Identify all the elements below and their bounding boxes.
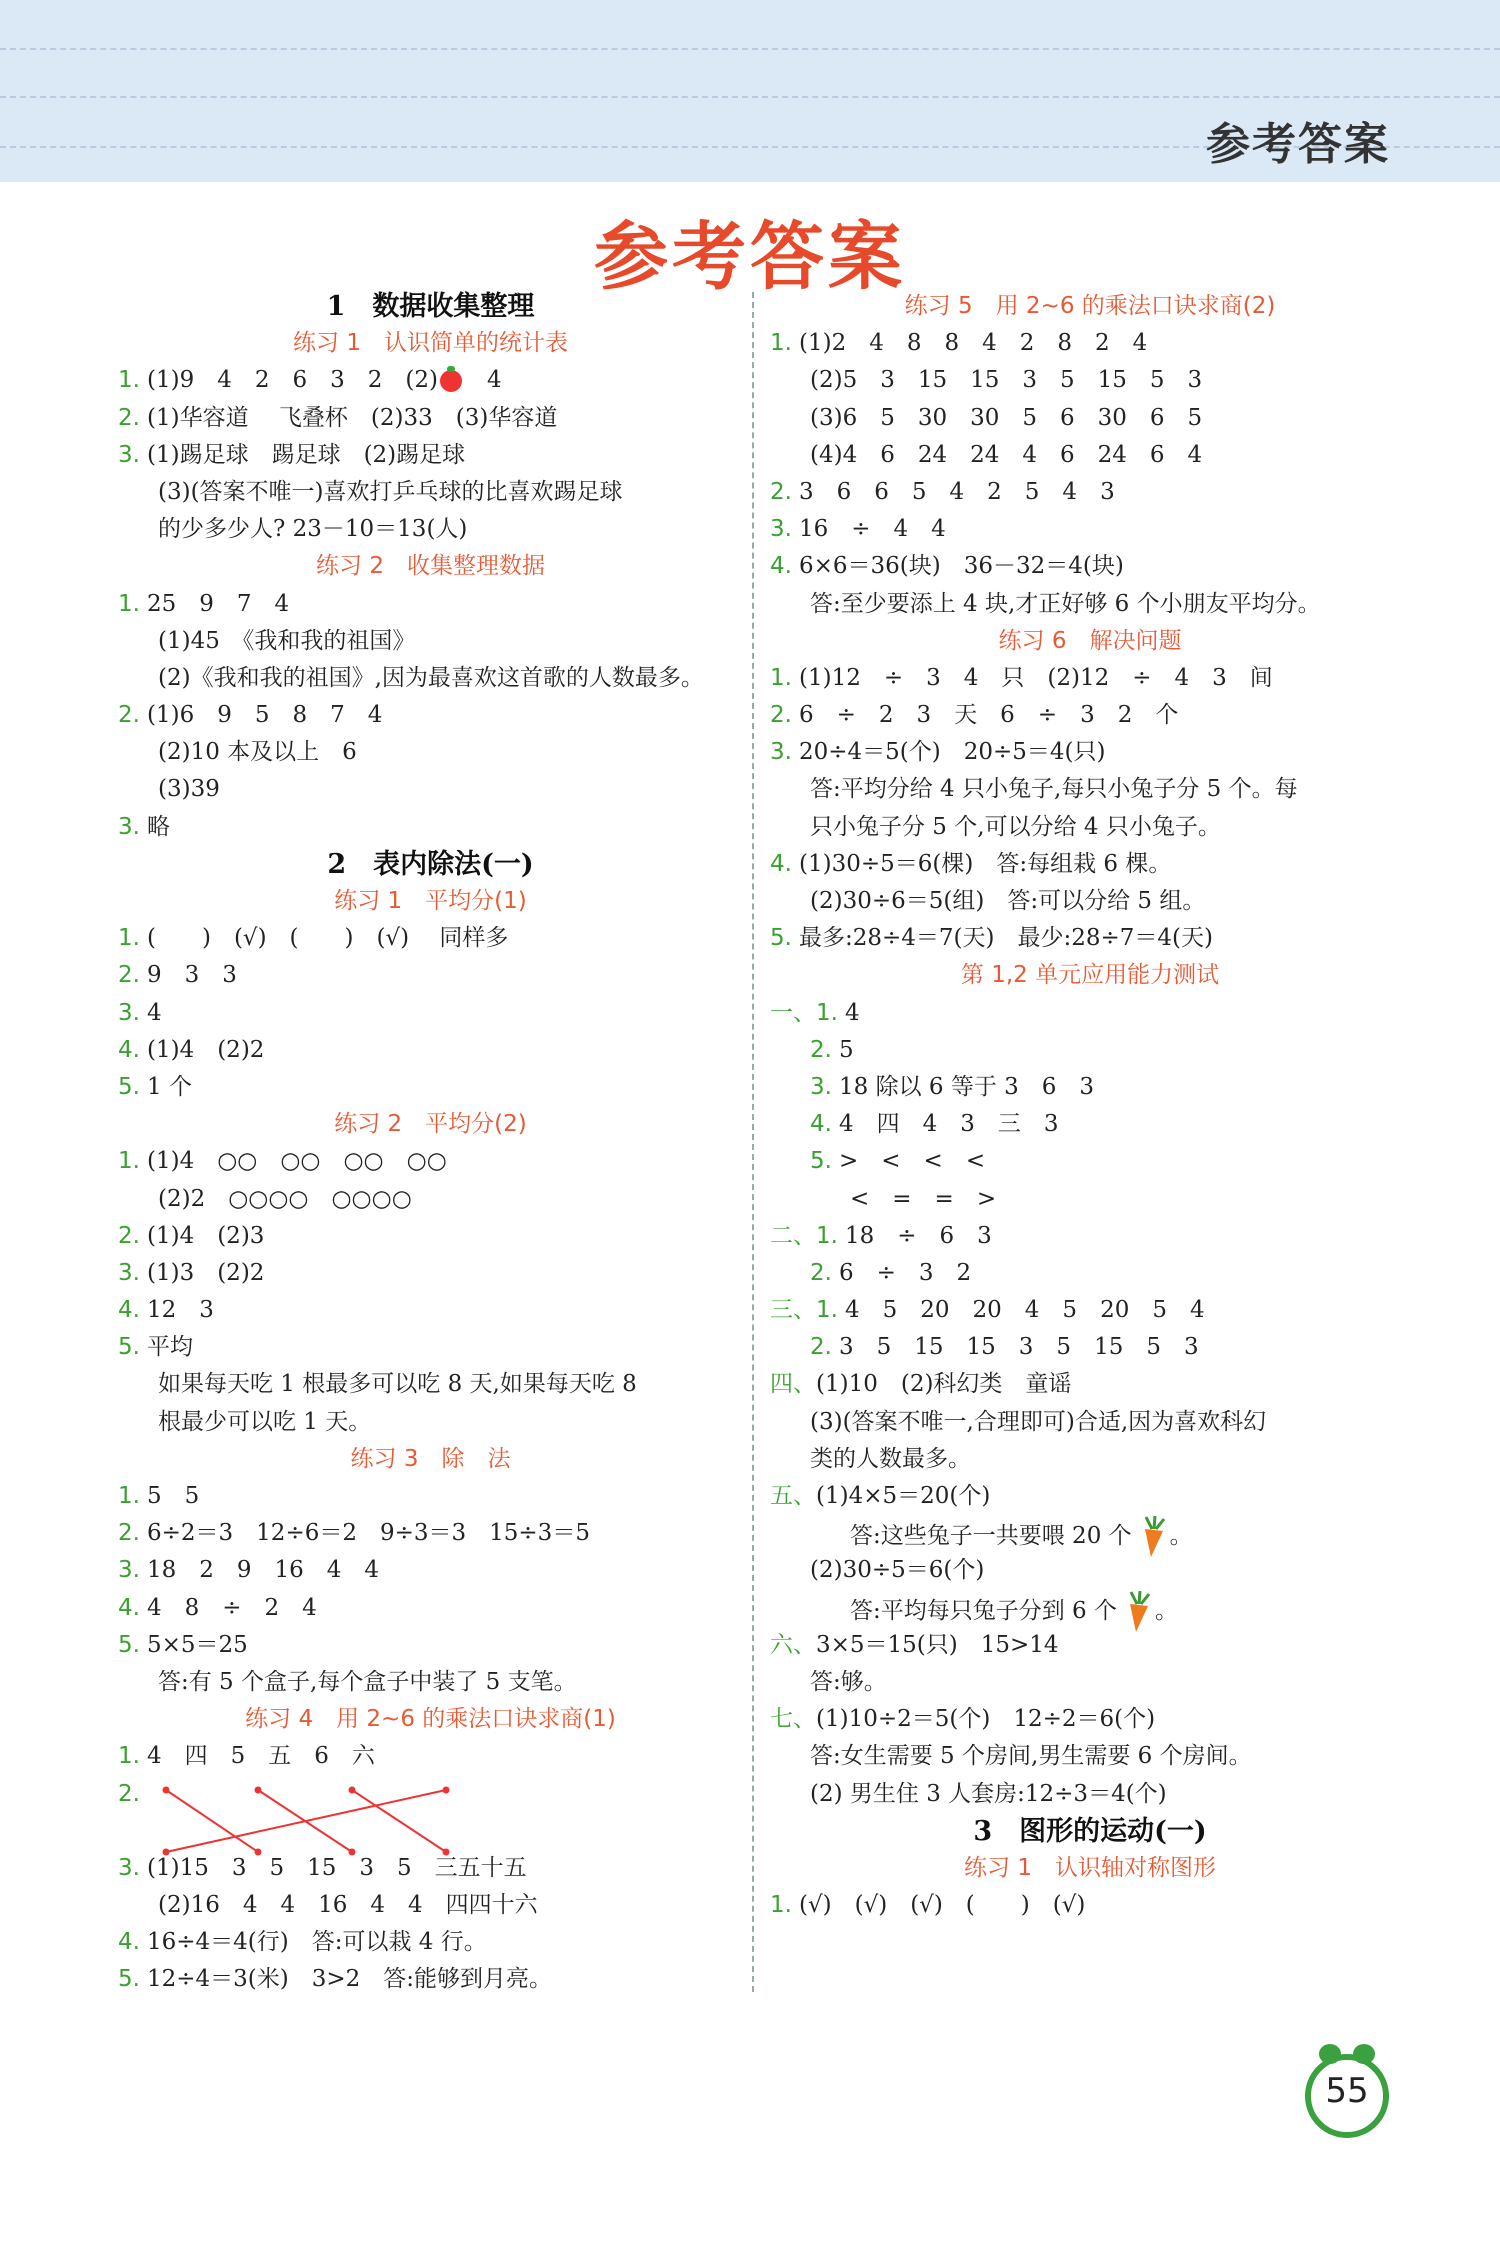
answer-line <box>118 1850 743 1887</box>
line-text: 1 数据收集整理 <box>326 291 535 322</box>
question-number: 5. <box>118 1334 140 1361</box>
answer-line <box>770 771 1410 808</box>
question-number: 1. <box>770 664 792 691</box>
answer-line <box>770 511 1410 548</box>
sub-question-number: 2. <box>810 1259 832 1286</box>
sub-question-number: 2. <box>810 1036 832 1063</box>
question-number: 1. <box>118 367 140 394</box>
section-heading <box>118 846 743 883</box>
question-number: 3. <box>118 813 140 840</box>
tomato-icon <box>440 370 462 392</box>
question-number: 1. <box>770 1892 792 1919</box>
line-text: 18 2 9 16 4 4 <box>147 1557 380 1584</box>
exercise-heading <box>118 1106 743 1143</box>
line-text: (1)10 (2)科幻类 童谣 <box>816 1371 1072 1398</box>
answer-line <box>770 586 1410 623</box>
answer-line <box>118 1143 743 1180</box>
page-number: 55 <box>1325 2071 1369 2111</box>
answer-line <box>770 995 1410 1032</box>
answer-line <box>118 623 743 660</box>
right-column <box>770 288 1410 1924</box>
question-number: 3. <box>770 739 792 766</box>
answer-line <box>770 1627 1410 1664</box>
line-text: (2)2 ○○○○ ○○○○ <box>158 1185 412 1212</box>
line-text: (1)9 4 2 6 3 2 (2) <box>147 367 438 394</box>
answer-line <box>118 734 743 771</box>
line-text: (2)《我和我的祖国》,因为最喜欢这首歌的人数最多。 <box>158 664 704 691</box>
answer-line <box>770 1515 1410 1552</box>
question-number: 1. <box>118 1743 140 1770</box>
question-number: 2. <box>770 702 792 729</box>
line-text: 最多:28÷4＝7(天) 最少:28÷7＝4(天) <box>799 925 1213 952</box>
question-number: 六、 <box>770 1631 816 1658</box>
question-number: 2. <box>118 702 140 729</box>
answer-line <box>118 586 743 623</box>
header-dash-line <box>0 48 1500 50</box>
answer-line <box>770 697 1410 734</box>
question-number: 1. <box>118 925 140 952</box>
line-text: < = = > <box>850 1185 997 1212</box>
line-text: (1)30÷5＝6(棵) 答:每组栽 6 棵。 <box>799 850 1172 877</box>
line-text: 6×6＝36(块) 36－32＝4(块) <box>799 553 1124 580</box>
answer-line <box>118 697 743 734</box>
answer-line <box>118 474 743 511</box>
answer-line <box>770 325 1410 362</box>
answer-line <box>770 548 1410 585</box>
line-text: 16÷4＝4(行) 答:可以栽 4 行。 <box>147 1929 487 1956</box>
line-text: 练习 6 解决问题 <box>998 627 1182 654</box>
answer-line <box>770 1069 1410 1106</box>
answer-line <box>118 957 743 994</box>
line-text: 答:平均每只兔子分到 6 个 <box>850 1597 1118 1624</box>
line-text: 练习 5 用 2~6 的乘法口诀求商(2) <box>904 293 1276 319</box>
line-text: (1)10÷2＝5(个) 12÷2＝6(个) <box>816 1706 1156 1733</box>
line-text: (√) (√) (√) ( ) (√) <box>799 1892 1086 1919</box>
line-text: 6 ÷ 2 3 天 6 ÷ 3 2 个 <box>799 702 1179 729</box>
line-text: 类的人数最多。 <box>810 1445 971 1472</box>
line-text: (1)15 3 5 15 3 5 三五十五 <box>147 1854 527 1881</box>
answer-line <box>770 1590 1410 1627</box>
page-number-badge <box>1305 2054 1389 2138</box>
line-text: 12÷4＝3(米) 3>2 答:能够到月亮。 <box>147 1966 553 1993</box>
left-column <box>118 288 743 1999</box>
line-text: 练习 1 认识简单的统计表 <box>293 330 568 357</box>
line-text: 练习 3 除 法 <box>350 1445 511 1472</box>
question-number: 4. <box>118 1929 140 1956</box>
frog-eye-icon <box>1319 2044 1341 2064</box>
answer-line <box>118 1069 743 1106</box>
line-text: (3)(答案不唯一)喜欢打乒乓球的比喜欢踢足球 <box>158 478 623 505</box>
answer-line <box>118 1329 743 1366</box>
line-text: 18 除以 6 等于 3 6 3 <box>839 1073 1095 1100</box>
question-number: 3. <box>118 441 140 468</box>
answer-line <box>770 1664 1410 1701</box>
question-number: 4. <box>770 553 792 580</box>
line-text: (1)4 ○○ ○○ ○○ ○○ <box>147 1148 447 1175</box>
question-number: 3. <box>118 1557 140 1584</box>
line-text: (3)6 5 30 30 5 6 30 6 5 <box>810 404 1203 431</box>
header-title: 参考答案 <box>1206 119 1390 170</box>
line-text: 练习 1 认识轴对称图形 <box>964 1854 1216 1881</box>
question-number: 1. <box>118 1148 140 1175</box>
line-text: 6÷2＝3 12÷6＝2 9÷3＝3 15÷3＝5 <box>147 1520 590 1547</box>
line-tail-text: 4 <box>463 367 502 394</box>
line-text: 如果每天吃 1 根最多可以吃 8 天,如果每天吃 8 <box>158 1371 637 1398</box>
header-dash-line <box>0 96 1500 98</box>
answer-line <box>770 1143 1410 1180</box>
answer-line <box>770 809 1410 846</box>
frog-eye-icon <box>1353 2044 1375 2064</box>
answer-line <box>770 1701 1410 1738</box>
line-text: 答:够。 <box>810 1668 887 1695</box>
line-text: 根最少可以吃 1 天。 <box>158 1408 372 1435</box>
line-text: 略 <box>147 813 170 840</box>
answer-line <box>770 883 1410 920</box>
question-number: 2. <box>118 404 140 431</box>
answer-line <box>118 809 743 846</box>
answer-line <box>118 1552 743 1589</box>
line-text: 20÷4＝5(个) 20÷5＝4(只) <box>799 739 1106 766</box>
question-number: 3. <box>118 999 140 1026</box>
line-text: 4 <box>147 999 162 1026</box>
line-text: 练习 4 用 2~6 的乘法口诀求商(1) <box>245 1706 616 1733</box>
answer-line <box>118 511 743 548</box>
line-text: 16 ÷ 4 4 <box>799 516 946 543</box>
answer-line <box>118 362 743 399</box>
sub-question-number: 2. <box>810 1334 832 1361</box>
answer-line <box>118 1961 743 1998</box>
line-tail-text: 。 <box>1169 1523 1193 1550</box>
line-text: 12 3 <box>147 1297 214 1324</box>
answer-line <box>118 1924 743 1961</box>
question-number: 5. <box>118 1966 140 1993</box>
line-tail-text: 。 <box>1155 1597 1179 1624</box>
line-text: (2) 男生住 3 人套房:12÷3＝4(个) <box>810 1780 1167 1807</box>
answer-line <box>118 400 743 437</box>
question-number: 3. <box>770 516 792 543</box>
question-number: 一、 <box>770 999 816 1026</box>
answer-line <box>118 1738 743 1775</box>
answer-line <box>770 1181 1410 1218</box>
question-number: 2. <box>118 1520 140 1547</box>
question-number: 2. <box>770 478 792 505</box>
answer-line <box>770 846 1410 883</box>
line-text: (1)45 《我和我的祖国》 <box>158 627 416 654</box>
line-text: 5 5 <box>147 1483 200 1509</box>
answer-line <box>770 660 1410 697</box>
line-text: 答:女生需要 5 个房间,男生需要 6 个房间。 <box>810 1743 1252 1770</box>
answer-line <box>770 734 1410 771</box>
question-number: 2. <box>118 962 140 989</box>
answer-line <box>770 1887 1410 1924</box>
exercise-heading <box>770 623 1410 660</box>
page-title: 参考答案 <box>594 214 906 300</box>
answer-line <box>770 1441 1410 1478</box>
question-number: 5. <box>118 1073 140 1100</box>
line-text: ( ) (√) ( ) (√) 同样多 <box>147 925 509 952</box>
line-text: (1)2 4 8 8 4 2 8 2 4 <box>799 330 1148 357</box>
line-text: 平均 <box>147 1334 193 1361</box>
answer-line <box>770 1366 1410 1403</box>
line-text: (1)3 (2)2 <box>147 1259 265 1286</box>
answer-line <box>770 1032 1410 1069</box>
line-text: (4)4 6 24 24 4 6 24 6 4 <box>810 441 1203 468</box>
line-text: (2)16 4 4 16 4 4 四四十六 <box>158 1892 538 1919</box>
section-heading <box>118 288 743 325</box>
answer-line <box>118 1032 743 1069</box>
answer-line <box>770 437 1410 474</box>
answer-line <box>770 474 1410 511</box>
answer-line <box>118 1404 743 1441</box>
answer-line <box>118 660 743 697</box>
sub-question-number: 3. <box>810 1073 832 1100</box>
answer-line <box>770 1552 1410 1589</box>
line-text: 只小兔子分 5 个,可以分给 4 只小兔子。 <box>810 813 1221 840</box>
answer-line <box>118 1218 743 1255</box>
line-text: (2)30÷6＝5(组) 答:可以分给 5 组。 <box>810 888 1206 914</box>
question-number: 1. <box>118 1483 140 1509</box>
answer-line <box>770 1218 1410 1255</box>
question-number: 4. <box>118 1297 140 1324</box>
line-text: (1)华容道 飞叠杯 (2)33 (3)华容道 <box>147 404 558 431</box>
line-text: (2)10 本及以上 6 <box>158 739 357 766</box>
answer-line <box>118 1590 743 1627</box>
line-text: (3)39 <box>158 776 220 803</box>
column-divider <box>752 292 754 1992</box>
line-text: 练习 2 平均分(2) <box>334 1111 527 1138</box>
line-text: 9 3 3 <box>147 962 237 989</box>
question-number: 七、 <box>770 1706 816 1733</box>
line-text: (3)(答案不唯一,合理即可)合适,因为喜欢科幻 <box>810 1408 1267 1435</box>
question-number: 3. <box>118 1259 140 1286</box>
answer-line <box>770 1404 1410 1441</box>
question-number: 4. <box>770 850 792 877</box>
line-text: 5×5＝25 <box>147 1631 248 1658</box>
exercise-heading <box>770 1850 1410 1887</box>
exercise-heading <box>118 1701 743 1738</box>
line-text: 3 6 6 5 4 2 5 4 3 <box>799 478 1115 505</box>
line-text: 4 8 ÷ 2 4 <box>147 1594 317 1621</box>
line-text: (1)6 9 5 8 7 4 <box>147 702 383 729</box>
line-text: > < < < <box>839 1148 986 1175</box>
answer-line <box>118 1366 743 1403</box>
exercise-heading <box>118 548 743 585</box>
line-text: 的少多少人? 23－10＝13(人) <box>158 516 468 543</box>
answer-line <box>770 362 1410 399</box>
line-text: (1)4 (2)3 <box>147 1222 265 1249</box>
question-number: 五、 <box>770 1483 816 1509</box>
answer-line <box>118 1478 743 1515</box>
sub-question-number: 1. <box>816 1222 838 1249</box>
answer-line <box>770 920 1410 957</box>
line-text: 4 四 4 3 三 3 <box>839 1111 1059 1138</box>
question-number: 1. <box>770 330 792 357</box>
line-text: 3×5＝15(只) 15>14 <box>816 1631 1059 1658</box>
line-text: (2)5 3 15 15 3 5 15 5 3 <box>810 367 1203 394</box>
answer-line <box>770 1776 1410 1813</box>
line-text: 答:平均分给 4 只小兔子,每只小兔子分 5 个。每 <box>810 776 1298 803</box>
question-number: 3. <box>118 1854 140 1881</box>
line-text: 练习 2 收集整理数据 <box>316 553 545 580</box>
spacer-line <box>118 1813 743 1850</box>
sub-question-number: 1. <box>816 999 838 1026</box>
answer-line <box>118 1664 743 1701</box>
line-text: 3 5 15 15 3 5 15 5 3 <box>839 1334 1199 1361</box>
sub-question-number: 5. <box>810 1148 832 1175</box>
answer-line <box>118 771 743 808</box>
question-number: 1. <box>118 590 140 617</box>
answer-line <box>770 1106 1410 1143</box>
answer-line <box>118 437 743 474</box>
answer-line <box>770 1329 1410 1366</box>
sub-question-number: 1. <box>816 1297 838 1324</box>
line-text: 4 5 20 20 4 5 20 5 4 <box>845 1297 1205 1324</box>
question-number: 2. <box>118 1222 140 1249</box>
line-text: 答:有 5 个盒子,每个盒子中装了 5 支笔。 <box>158 1668 577 1695</box>
question-number: 2. <box>118 1780 140 1807</box>
question-number: 4. <box>118 1036 140 1063</box>
answer-line <box>118 1515 743 1552</box>
exercise-heading <box>770 288 1410 325</box>
section-heading <box>770 1813 1410 1850</box>
answer-line <box>770 400 1410 437</box>
line-text: 第 1,2 单元应用能力测试 <box>960 962 1220 989</box>
answer-line <box>118 1776 743 1813</box>
line-text: 4 四 5 五 6 六 <box>147 1743 375 1770</box>
exercise-heading <box>770 957 1410 994</box>
line-text: (1)4×5＝20(个) <box>816 1483 991 1509</box>
line-text: 25 9 7 4 <box>147 590 290 617</box>
line-text: 4 <box>845 999 860 1026</box>
answer-line <box>118 1181 743 1218</box>
question-number: 4. <box>118 1594 140 1621</box>
answer-line <box>770 1478 1410 1515</box>
answer-line <box>118 1887 743 1924</box>
line-text: (1)12 ÷ 3 4 只 (2)12 ÷ 4 3 间 <box>799 664 1273 691</box>
answer-line <box>770 1292 1410 1329</box>
line-text: 答:至少要添上 4 块,才正好够 6 个小朋友平均分。 <box>810 590 1321 617</box>
question-number: 5. <box>770 925 792 952</box>
line-text: (1)4 (2)2 <box>147 1036 265 1063</box>
answer-line <box>118 1627 743 1664</box>
sub-question-number: 4. <box>810 1111 832 1138</box>
question-number: 三、 <box>770 1297 816 1324</box>
line-text: 1 个 <box>147 1073 192 1100</box>
exercise-heading <box>118 883 743 920</box>
line-text: 2 表内除法(一) <box>327 848 534 880</box>
question-number: 5. <box>118 1631 140 1658</box>
answer-line <box>118 1292 743 1329</box>
question-number: 四、 <box>770 1371 816 1398</box>
exercise-heading <box>118 325 743 362</box>
line-text: 18 ÷ 6 3 <box>845 1222 992 1249</box>
line-text: (1)踢足球 踢足球 (2)踢足球 <box>147 441 466 468</box>
exercise-heading <box>118 1441 743 1478</box>
line-text: 3 图形的运动(一) <box>973 1815 1207 1847</box>
line-text: 答:这些兔子一共要喂 20 个 <box>850 1523 1132 1550</box>
answer-line <box>118 995 743 1032</box>
answer-line <box>770 1738 1410 1775</box>
answer-line <box>770 1255 1410 1292</box>
answer-line <box>118 1255 743 1292</box>
line-text: 6 ÷ 3 2 <box>839 1259 972 1286</box>
question-number: 二、 <box>770 1222 816 1249</box>
line-text: 练习 1 平均分(1) <box>334 888 527 914</box>
line-text: (2)30÷5＝6(个) <box>810 1557 985 1584</box>
line-text: 5 <box>839 1036 854 1063</box>
answer-line <box>118 920 743 957</box>
